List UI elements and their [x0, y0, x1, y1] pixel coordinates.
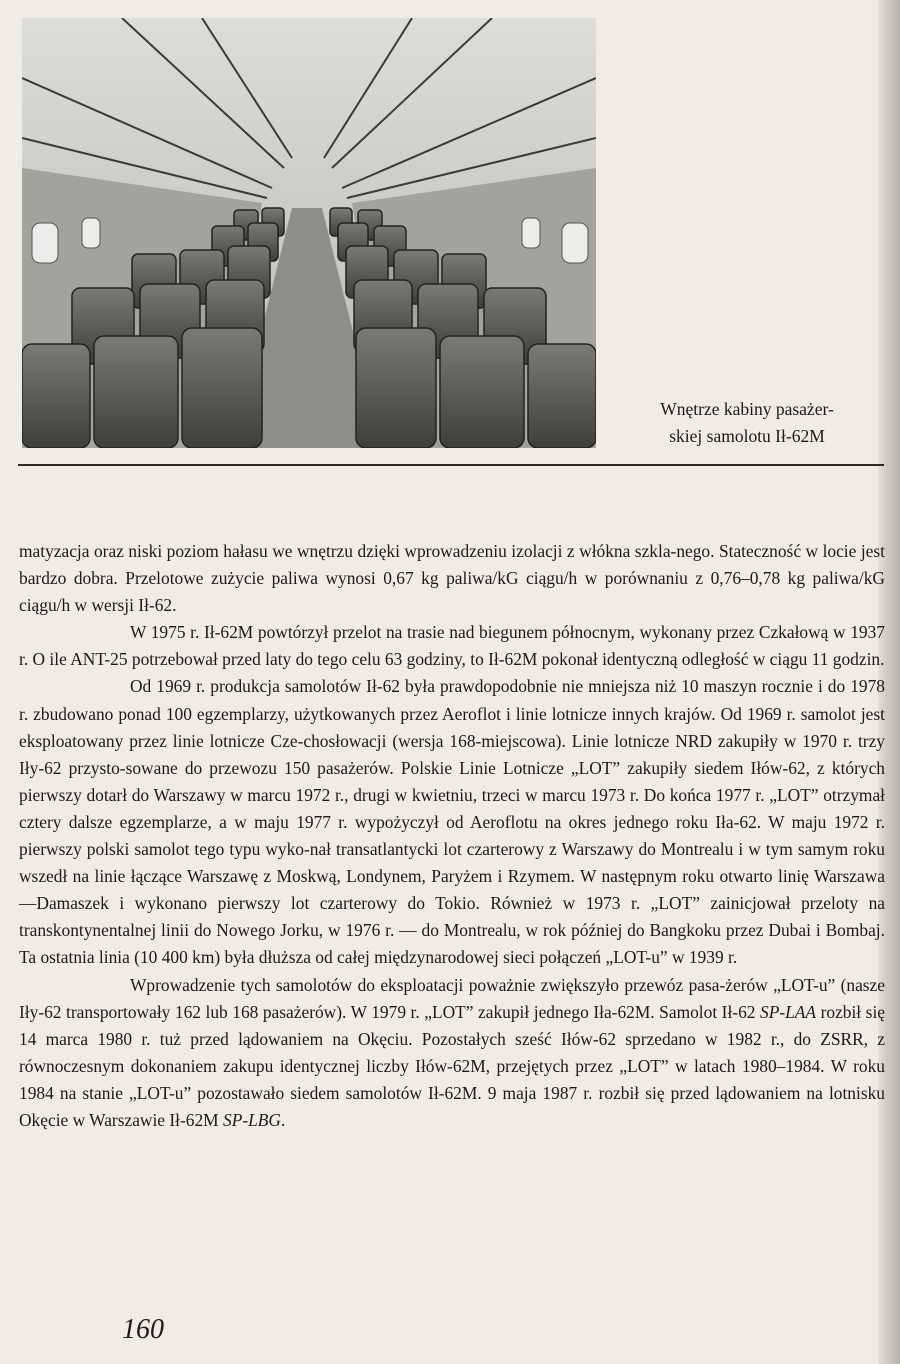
text-segment: .: [280, 1109, 286, 1130]
text-segment: matyzacja oraz niski poziom hałasu we wnętrzu dzięki wprowadzeniu izolacji z włókna szkla-nego. Stateczność w locie jest bardzo dobra. Przelotowe zużycie paliwa wynosi 0,67 kg paliwa/kG ciągu/h w porównaniu z 0,76–0,78 kg paliwa/kG ciągu/h w wersji Ił-62.: [19, 541, 885, 616]
body-text: [19, 538, 885, 1134]
caption-line: Wnętrze kabiny pasażer-: [660, 399, 834, 419]
caption-line: skiej samolotu Ił-62M: [669, 426, 825, 446]
body-paragraph: [19, 972, 885, 1135]
aircraft-registration: SP-LAA: [760, 1001, 817, 1022]
cabin-interior-photo: [22, 18, 596, 448]
figure-caption: [612, 396, 882, 450]
aircraft-registration: SP-LBG: [223, 1109, 281, 1130]
page-number: 160: [122, 1314, 164, 1345]
horizontal-rule: [18, 464, 884, 466]
body-paragraph: [19, 619, 885, 673]
text-segment: rozbił się 14 marca 1980 r. tuż przed lądowaniem na Okęciu. Pozostałych sześć Iłów-62 sprzedano w 1982 r., do ZSRR, z równoczesnym dokonaniem zakupu identycznej liczby Iłów-62M, przejętych przez „LOT” w latach 1980–1984. W roku 1984 na stanie „LOT-u” pozostawało siedem samolotów Ił-62M. 9 maja 1987 r. rozbił się przed lądowaniem na lotnisku Okęcie w Warszawie Ił-62M: [19, 1001, 885, 1130]
body-paragraph: [19, 673, 885, 971]
text-segment: W 1975 r. Ił-62M powtórzył przelot na trasie nad biegunem północnym, wykonany przez Czkałową w 1937 r. O ile ANT-25 potrzebował przed laty do tego celu 63 godziny, to Ił-62M pokonał identyczną odległość w ciągu 11 godzin.: [19, 622, 885, 670]
text-segment: Od 1969 r. produkcja samolotów Ił-62 była prawdopodobnie nie mniejsza niż 10 maszyn rocznie i do 1978 r. zbudowano ponad 100 egzemplarzy, użytkowanych przez Aeroflot i linie lotnicze innych krajów. Od 1969 r. samolot jest eksploatowany przez linie lotnicze Cze-chosłowacji (wersja 168-miejscowa). Linie lotnicze NRD zakupiły w 1970 r. trzy Iły-62 przysto-sowane do przewozu 150 pasażerów. Polskie Linie Lotnicze „LOT” zakupiły siedem Iłów-62, z których pierwszy dotarł do Warszawy w marcu 1972 r., drugi w kwietniu, trzeci w marcu 1973 r. Do końca 1977 r. „LOT” otrzymał cztery dalsze egzemplarze, a w maju 1977 r. wypożyczył od Aeroflotu na okres jednego roku Iła-62. W maju 1972 r. pierwszy polski samolot tego typu wyko-nał transatlantycki lot czarterowy z Warszawy do Montrealu i w tym samym roku wszedł na linie łączące Warszawę z Moskwą, Londynem, Paryżem i Rzymem. W następnym roku otwarto linię Warszawa—Damaszek i wykonano pierwszy lot czarterowy do Tokio. Również w 1973 r. „LOT” zainicjował przeloty na transkontynentalnej linii do Nowego Jorku, w 1976 r. — do Montrealu, w rok później do Bangkoku przez Dubai i Bombaj. Ta ostatnia linia (10 400 km) była dłuższa od całej międzynarodowej sieci połączeń „LOT-u” w 1939 r.: [19, 676, 885, 968]
body-paragraph: [19, 538, 885, 619]
text-segment: Wprowadzenie tych samolotów do eksploatacji poważnie zwiększyło przewóz pasa-żerów „LOT-u” (nasze Iły-62 transportowały 162 lub 168 pasażerów). W 1979 r. „LOT” zakupił jednego Iła-62M. Samolot Ił-62: [19, 974, 885, 1022]
